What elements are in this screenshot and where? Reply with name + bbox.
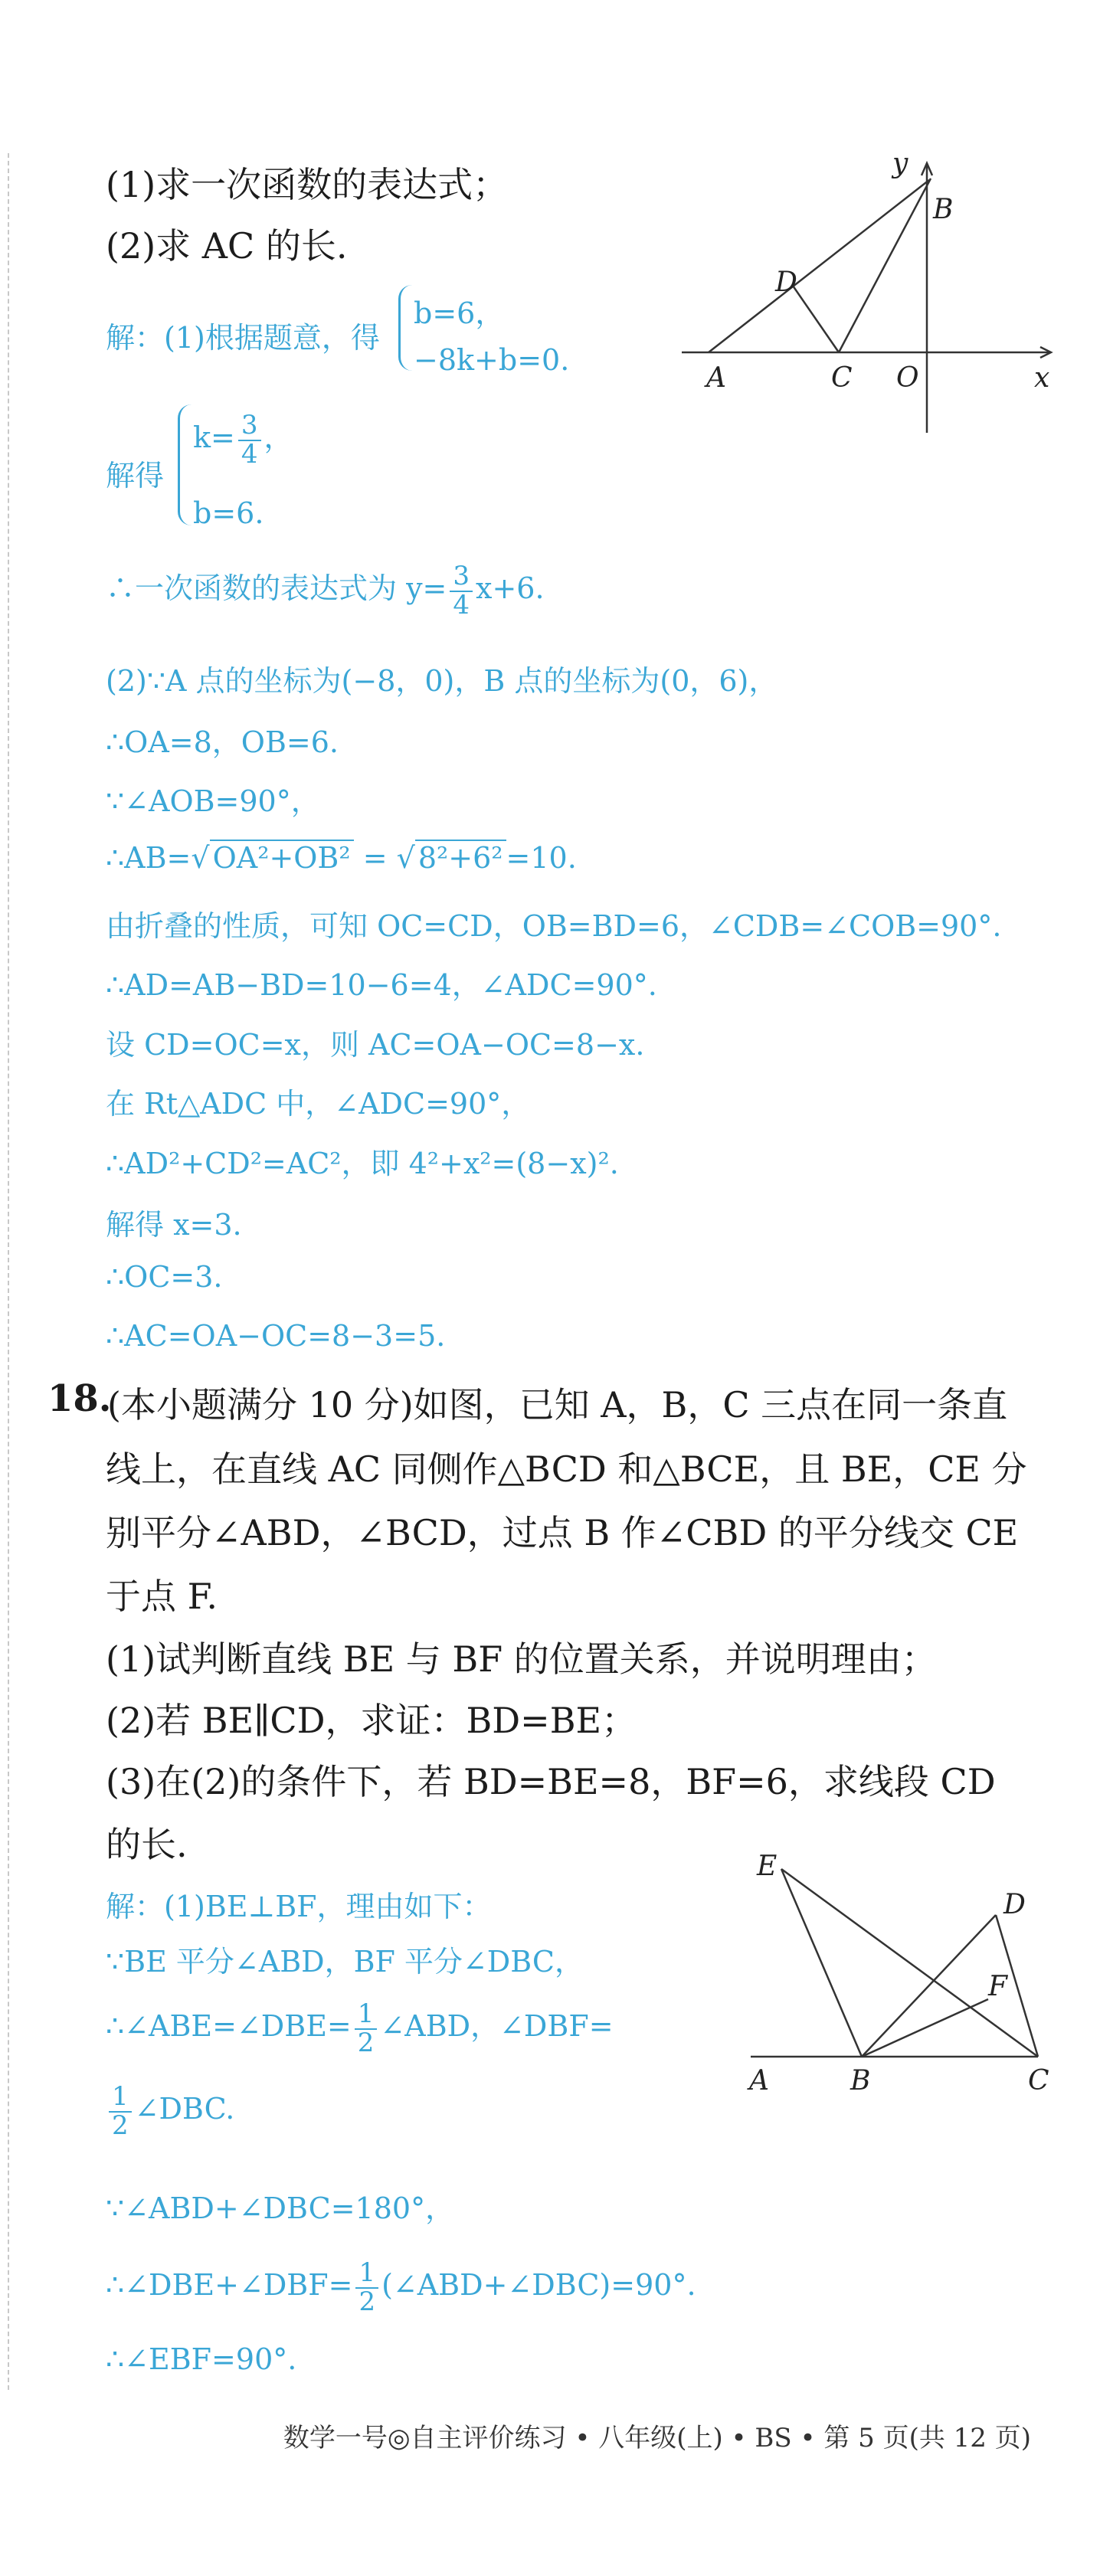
q17-part1: (1)求一次函数的表达式； (106, 164, 509, 205)
sol17-system2-b: b=6. (193, 496, 264, 530)
label-x: x (1034, 362, 1050, 394)
k-label: k= (193, 421, 235, 455)
sol17-system1-eq1: b=6， (414, 296, 505, 330)
k-tail: ， (264, 421, 293, 455)
segment-ab (709, 180, 929, 352)
label-c: C (831, 362, 853, 394)
sol17-line4: (2)∵A 点的坐标为(−8，0)，B 点的坐标为(0，6)， (106, 664, 778, 698)
triangle-figure (735, 1846, 1057, 2099)
ab-tail: =10. (506, 841, 577, 875)
sqrt-1: OA²+OB² (210, 840, 354, 875)
system-brace-2 (178, 404, 192, 525)
q18-part2: (2)若 BE∥CD，求证：BD=BE； (106, 1700, 637, 1741)
segment-ec (781, 1869, 1038, 2057)
system-brace-1 (398, 285, 413, 371)
sqrt-2: 8²+6² (415, 840, 506, 875)
sol17-line2-prefix: 解得 (106, 459, 165, 493)
sol18-line2: ∵BE 平分∠ABD，BF 平分∠DBC， (106, 1945, 584, 1979)
footer-text: 数学一号◎自主评价练习 • 八年级(上) • BS • 第 5 页(共 12 页) (283, 2423, 1031, 2453)
sol17-line13: 解得 x=3. (106, 1208, 242, 1242)
segment-dc (793, 286, 839, 352)
half-num-3: 1 (355, 2260, 378, 2289)
sol17-line8: 由折叠的性质，可知 OC=CD，OB=BD=6，∠CDB=∠COB=90°. (106, 909, 1002, 943)
label-b: B (933, 194, 954, 225)
sol17-line10: 设 CD=OC=x，则 AC=OA−OC=8−x. (106, 1028, 645, 1062)
expr-tail: x+6. (476, 571, 545, 606)
segment-cb (839, 178, 931, 352)
sol18-line1: 解：(1)BE⊥BF，理由如下： (106, 1890, 492, 1923)
q18-stem-line4: 于点 F. (106, 1576, 218, 1617)
label-e: E (757, 1851, 778, 1882)
k-fraction (238, 412, 261, 468)
half-num-2: 1 (109, 2083, 132, 2113)
sol18-line7: ∴∠EBF=90°. (106, 2342, 297, 2376)
half-fraction-2 (109, 2083, 132, 2139)
q17-part2: (2)求 AC 的长. (106, 225, 348, 267)
dbc-tail: ∠DBC. (134, 2092, 235, 2126)
half-fraction-1 (355, 1998, 378, 2058)
q18-stem-line2: 线上，在直线 AC 同侧作△BCD 和△BCE，且 BE，CE 分 (106, 1448, 1027, 1490)
segment-eb (781, 1869, 862, 2057)
q18-part1: (1)试判断直线 BE 与 BF 的位置关系，并说明理由； (106, 1638, 937, 1680)
sol18-line4 (106, 2083, 234, 2139)
sol17-line12: ∴AD²+CD²=AC²，即 4²+x²=(8−x)². (106, 1147, 619, 1180)
segment-bf (862, 1999, 988, 2057)
sol17-system2-k (193, 412, 293, 468)
sol18-line5: ∵∠ABD+∠DBC=180°， (106, 2191, 455, 2225)
label-a: A (749, 2065, 769, 2096)
sol17-line5: ∴OA=8，OB=6. (106, 725, 339, 759)
dbe-prefix: ∴∠DBE+∠DBF= (106, 2268, 353, 2303)
half-den-3: 2 (358, 2286, 376, 2317)
expr-prefix: ∴一次函数的表达式为 y= (106, 571, 447, 606)
segment-bd (862, 1915, 996, 2057)
sol17-line15: ∴AC=OA−OC=8−3=5. (106, 1319, 446, 1353)
q18-part3-line2: 的长. (106, 1824, 188, 1865)
dbe-tail: (∠ABD+∠DBC)=90°. (381, 2268, 696, 2303)
label-y: y (892, 149, 908, 179)
label-b: B (850, 2065, 871, 2096)
label-d: D (775, 267, 797, 298)
sol18-line3 (106, 1998, 614, 2058)
sol17-line1-prefix: 解：(1)根据题意，得 (106, 321, 380, 355)
q18-stem-line1: (本小题满分 10 分)如图，已知 A，B，C 三点在同一条直 (107, 1384, 1008, 1425)
sol17-line6: ∵∠AOB=90°， (106, 784, 320, 818)
sol17-line3 (106, 563, 545, 619)
binding-margin-line (8, 153, 9, 2390)
sol17-line11: 在 Rt△ADC 中，∠ADC=90°， (106, 1087, 531, 1121)
half-den-1: 2 (357, 2027, 375, 2058)
half-num-1: 1 (355, 2001, 378, 2030)
sol17-line7: ∴AB=√ OA²+OB² = √ 8²+6² =10. (106, 841, 577, 875)
label-c: C (1028, 2065, 1049, 2096)
k-frac-num: 3 (238, 412, 261, 441)
label-f: F (988, 1971, 1007, 2002)
k-frac-den: 4 (241, 438, 258, 470)
page-footer (0, 2417, 1100, 2454)
label-a: A (706, 362, 726, 394)
q18-stem-line3: 别平分∠ABD，∠BCD，过点 B 作∠CBD 的平分线交 CE (106, 1512, 1019, 1553)
expr-frac-den: 4 (453, 589, 470, 620)
q18-number: 18. (47, 1377, 112, 1420)
sol18-line6 (106, 2257, 696, 2317)
sol17-line9: ∴AD=AB−BD=10−6=4，∠ADC=90°. (106, 968, 657, 1002)
coordinate-figure (674, 149, 1072, 440)
sol17-line14: ∴OC=3. (106, 1260, 223, 1294)
half-fraction-3 (355, 2257, 378, 2317)
sol17-system1-eq2: −8k+b=0. (414, 343, 570, 377)
q18-part3-line1: (3)在(2)的条件下，若 BD=BE=8，BF=6，求线段 CD (106, 1761, 996, 1802)
label-d: D (1003, 1889, 1026, 1920)
ab-eq: = (362, 841, 388, 875)
abe-tail: ∠ABD，∠DBF= (380, 2009, 614, 2044)
half-den-2: 2 (112, 2110, 129, 2141)
expr-frac-num: 3 (450, 563, 473, 592)
ab-prefix: ∴AB= (106, 841, 192, 875)
abe-prefix: ∴∠ABE=∠DBE= (106, 2009, 352, 2044)
label-o: O (896, 362, 919, 394)
expr-fraction (450, 563, 473, 619)
